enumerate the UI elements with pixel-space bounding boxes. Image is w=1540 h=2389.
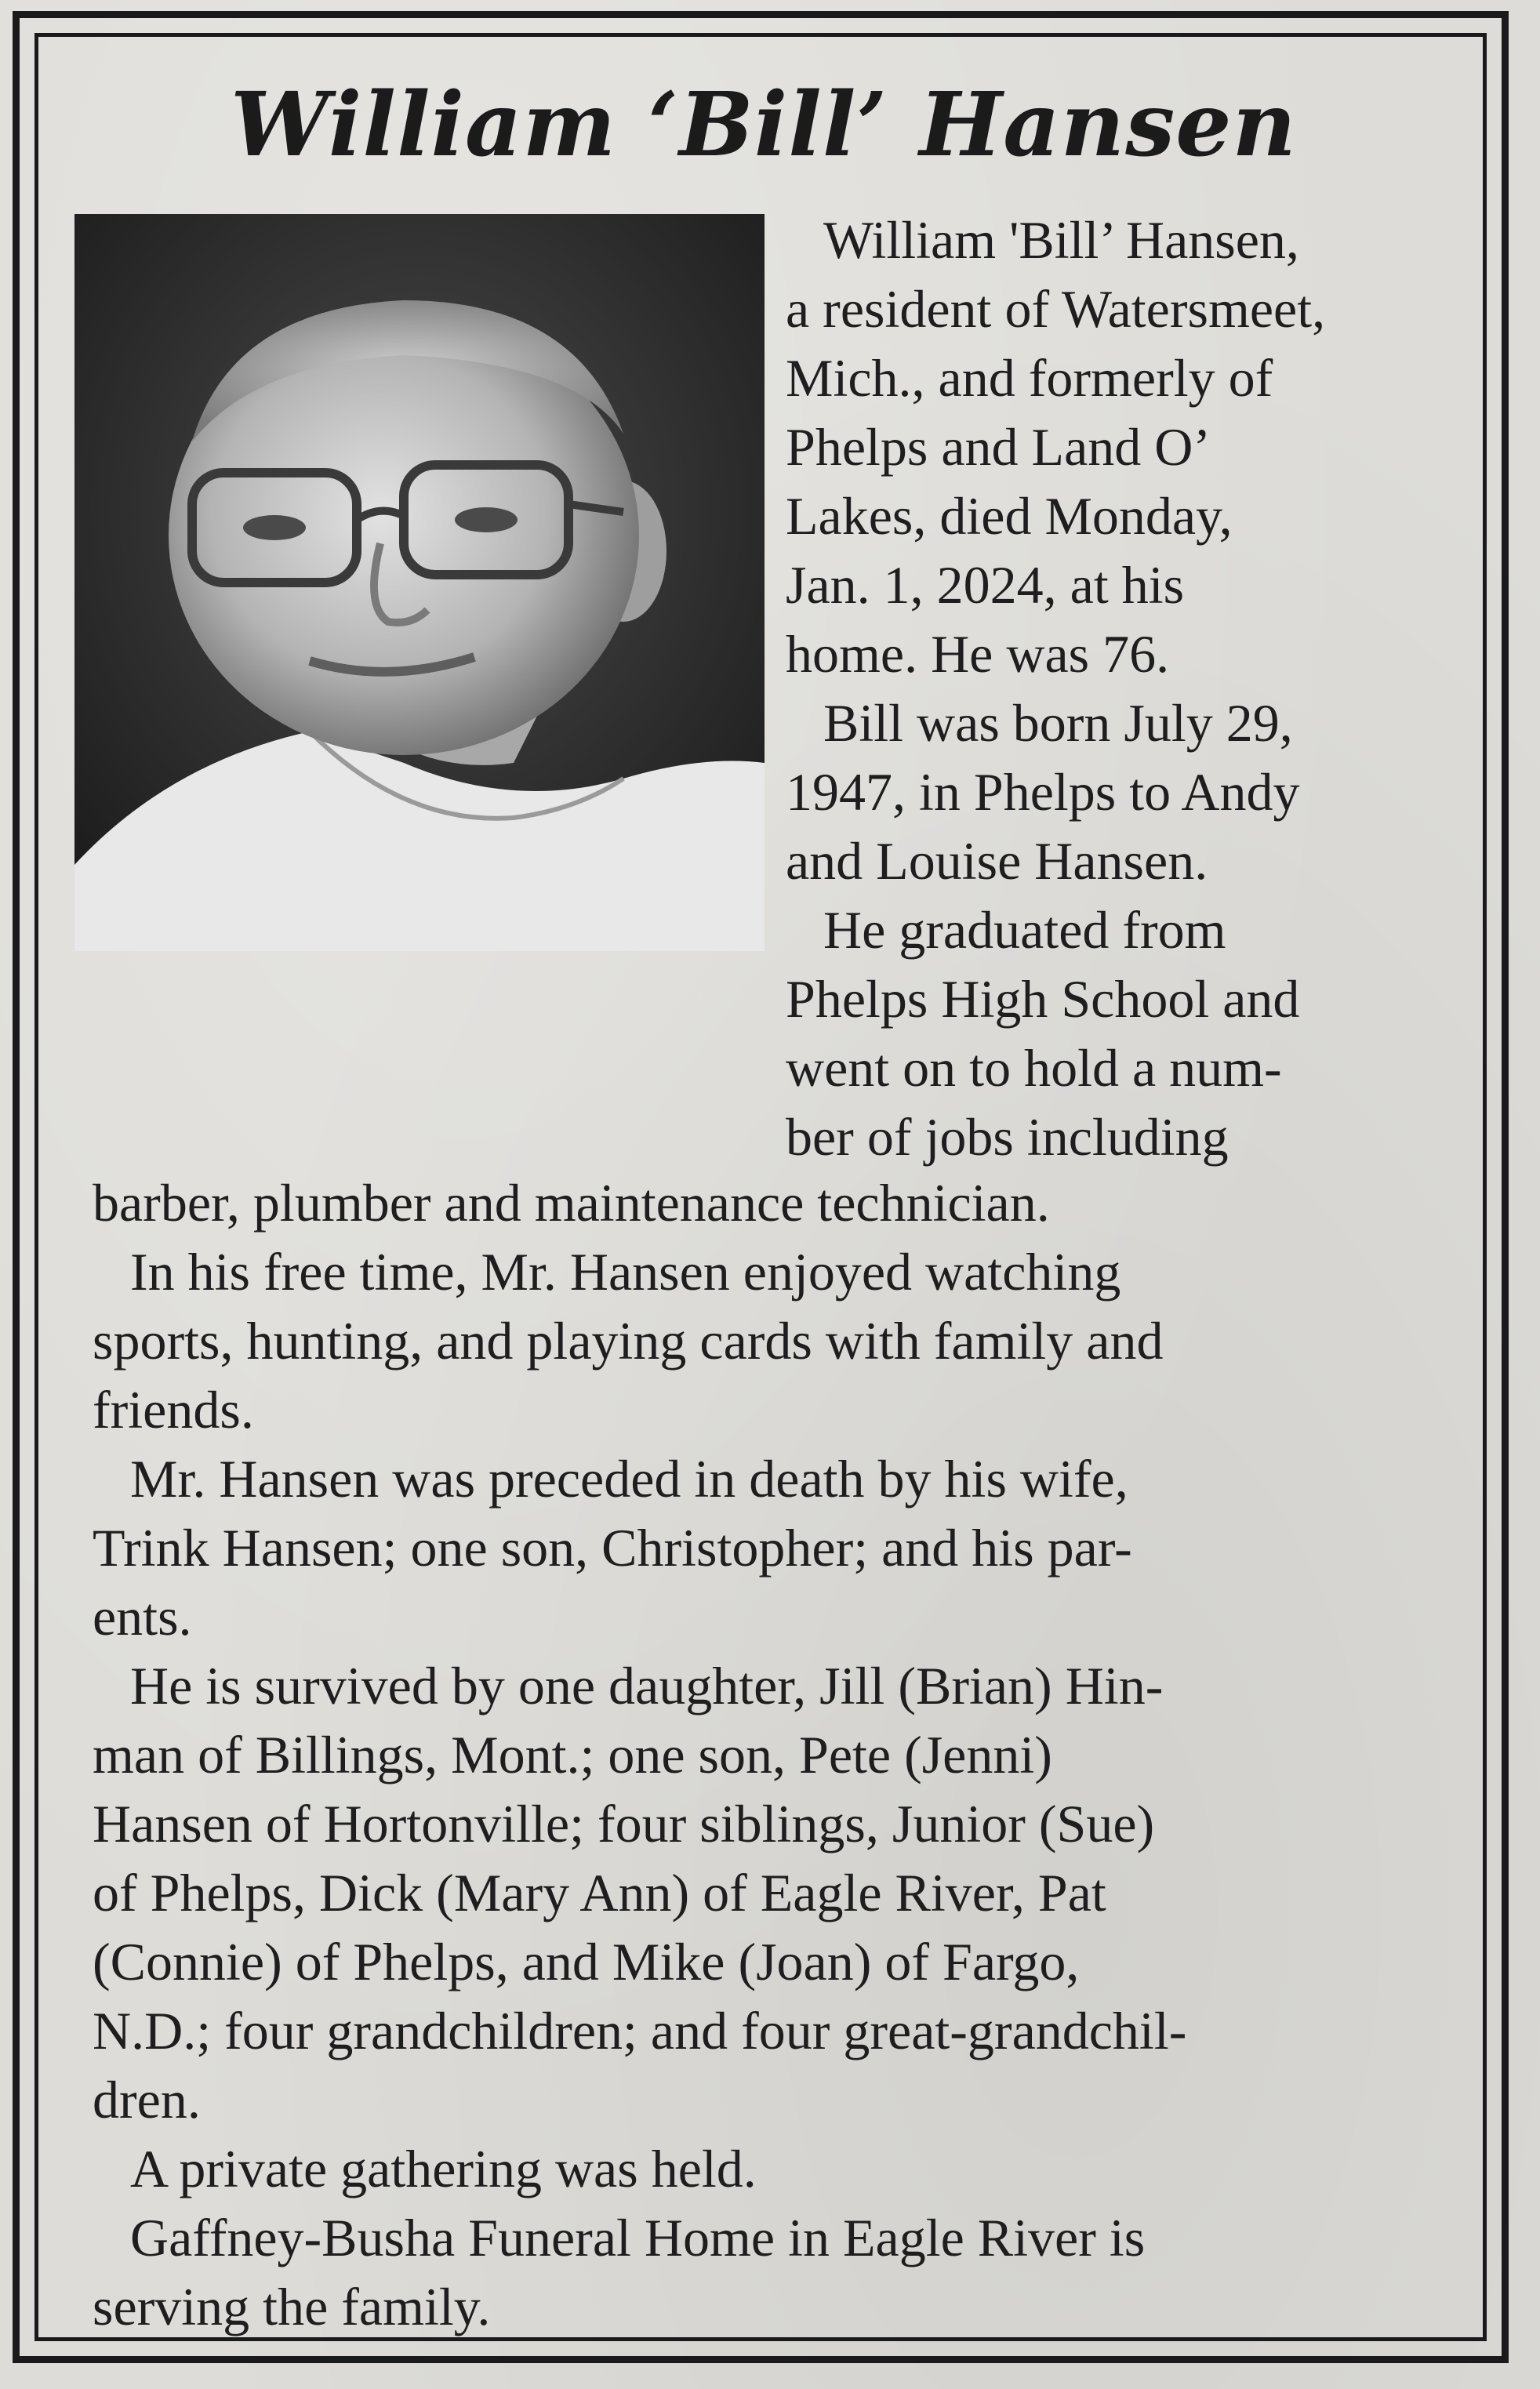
text-line: ents.: [93, 1587, 192, 1647]
text-line: A private gathering was held.: [130, 2139, 757, 2198]
text-line: He is survived by one daughter, Jill (Brian) Hin-: [130, 1656, 1164, 1716]
text-line: Hansen of Hortonville; four siblings, Junior (Sue): [93, 1794, 1155, 1853]
text-line: Mich., and formerly of: [786, 348, 1273, 408]
obituary-title: William ‘Bill’ Hansen: [231, 74, 1297, 176]
text-line: ber of jobs including: [786, 1107, 1229, 1167]
text-line: 1947, in Phelps to Andy: [786, 762, 1300, 822]
text-line: Mr. Hansen was preceded in death by his wife,: [130, 1449, 1128, 1509]
text-line: Gaffney-Busha Funeral Home in Eagle River is: [130, 2208, 1146, 2267]
text-line: Bill was born July 29,: [823, 693, 1293, 753]
text-line: barber, plumber and maintenance technician.: [93, 1173, 1050, 1233]
text-line: of Phelps, Dick (Mary Ann) of Eagle River, Pat: [93, 1863, 1106, 1922]
text-line: In his free time, Mr. Hansen enjoyed watching: [130, 1242, 1121, 1302]
text-line: Jan. 1, 2024, at his: [786, 555, 1185, 615]
text-line: Phelps and Land O’: [786, 417, 1211, 477]
text-line: N.D.; four grandchildren; and four great-grandchil-: [93, 2001, 1187, 2060]
text-line: dren.: [93, 2070, 201, 2129]
text-line: friends.: [93, 1380, 254, 1440]
text-line: went on to hold a num-: [786, 1038, 1282, 1098]
text-line: serving the family.: [93, 2277, 491, 2336]
text-line: (Connie) of Phelps, and Mike (Joan) of Fargo,: [93, 1932, 1080, 1991]
text-line: man of Billings, Mont.; one son, Pete (Jenni): [93, 1725, 1052, 1784]
obituary-full-text: [93, 1168, 1473, 2341]
text-line: and Louise Hansen.: [786, 831, 1208, 891]
text-line: William 'Bill’ Hansen,: [823, 210, 1299, 270]
text-line: He graduated from: [823, 900, 1226, 960]
text-line: a resident of Watersmeet,: [786, 279, 1326, 339]
text-line: home. He was 76.: [786, 624, 1170, 684]
text-line: sports, hunting, and playing cards with family and: [93, 1311, 1164, 1371]
portrait-photo: [74, 214, 765, 951]
text-line: Phelps High School and: [786, 969, 1300, 1029]
text-line: Lakes, died Monday,: [786, 486, 1233, 546]
obituary-column-text: [786, 205, 1491, 1171]
text-line: Trink Hansen; one son, Christopher; and his par-: [93, 1518, 1132, 1578]
